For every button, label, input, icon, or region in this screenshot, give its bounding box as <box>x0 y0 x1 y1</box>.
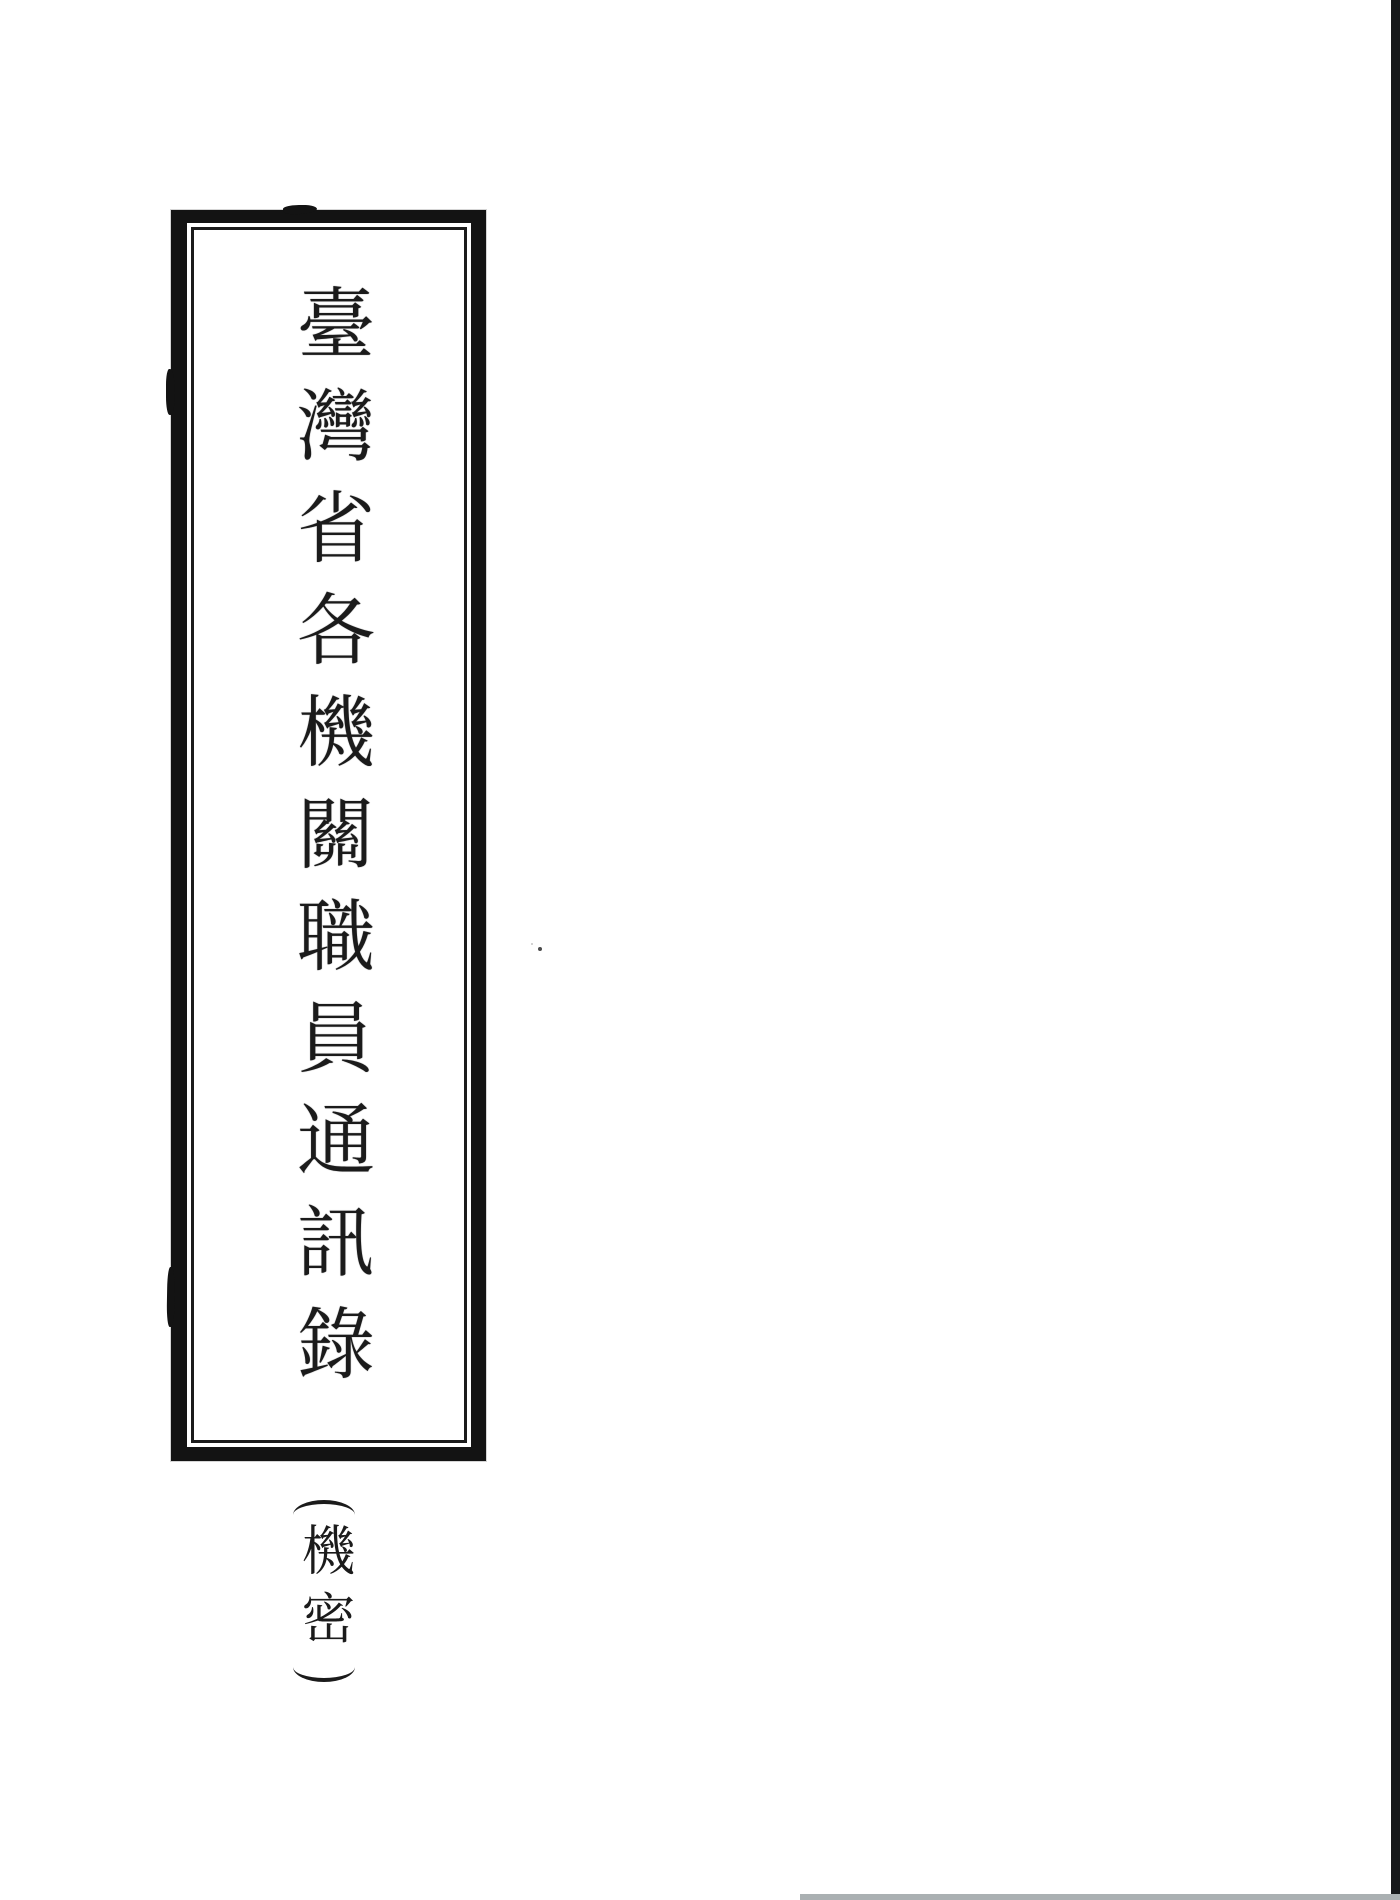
title-frame-content <box>194 230 464 1440</box>
ink-blot <box>166 1267 175 1327</box>
scan-edge-right <box>1391 0 1400 1900</box>
title-frame-border <box>171 210 486 1461</box>
ink-blot <box>283 204 317 215</box>
ink-blot <box>166 369 175 415</box>
scan-speck <box>538 947 542 951</box>
confidential-label-group <box>288 1500 360 1682</box>
confidential-label: 機密 <box>294 1522 354 1658</box>
vertical-open-paren-icon <box>293 1500 355 1515</box>
scan-edge-bottom <box>800 1894 1400 1900</box>
vertical-close-paren-icon <box>293 1667 355 1682</box>
book-title: 臺灣省各機關職員通訊錄 <box>286 283 373 1405</box>
